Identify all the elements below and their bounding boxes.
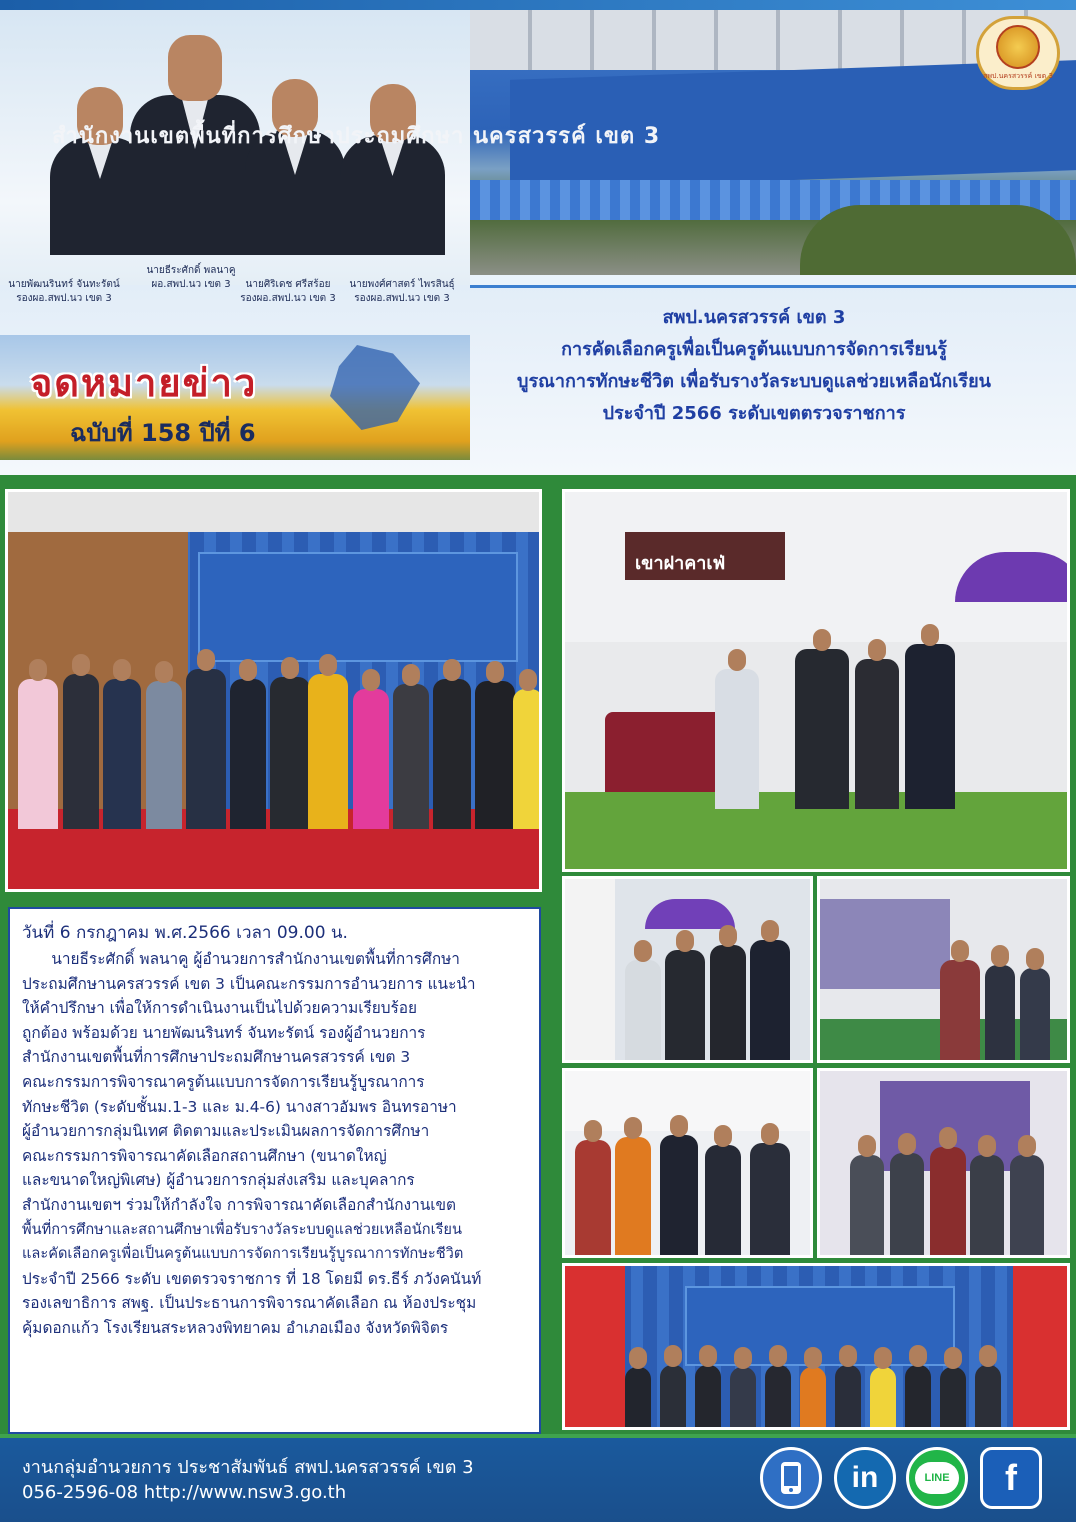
header-top-bar <box>0 0 1076 10</box>
article-line: คณะกรรมการพิจารณาครูต้นแบบการจัดการเรียนรู้บูรณาการ <box>22 1072 425 1091</box>
article-line: ประจำปี 2566 ระดับ เขตตรวจราชการ ที่ 18 โดยมี ดร.ธีร์ ภวังคนันท์ <box>22 1269 482 1288</box>
article-line: ประถมศึกษานครสวรรค์ เขต 3 เป็นคณะกรรมการอำนวยการ แนะนำ <box>22 974 476 993</box>
photo-visit-3 <box>562 1068 813 1258</box>
article-line: สำนักงานเขตฯ ร่วมให้กำลังใจ การพิจารณาคัดเลือกสำนักงานเขต <box>22 1195 457 1214</box>
building-sign: สำนักงานเขตพื้นที่การศึกษาประถมศึกษา นครสวรรค์ เขต 3 <box>52 124 661 149</box>
photo-stage-wide <box>562 1263 1070 1430</box>
article-line: ผู้อำนวยการกลุ่มนิเทศ ติดตามและประเมินผลการจัดการศึกษา <box>22 1122 430 1141</box>
person-2 <box>130 55 260 255</box>
headline-line: บูรณาการทักษะชีวิต เพื่อรับรางวัลระบบดูแลช่วยเหลือนักเรียน <box>517 371 991 392</box>
newsletter-title: จดหมายข่าว <box>30 360 258 405</box>
booth-sign: เขาฝาคาเฟ่ <box>635 553 726 574</box>
article-line: นายธีระศักดิ์ พลนาคู ผู้อำนวยการสำนักงานเขตพื้นที่การศึกษา <box>22 950 460 968</box>
footer-org: งานกลุ่มอำนวยการ ประชาสัมพันธ์ สพป.นครสวรรค์ เขต 3 <box>22 1457 474 1478</box>
line-icon[interactable]: LINE <box>906 1447 968 1509</box>
article-line: ทักษะชีวิต (ระดับชั้นม.1-3 และ ม.4-6) นางสาวอัมพร อินทรอาษา <box>22 1097 457 1116</box>
photo-visit-2 <box>817 876 1070 1063</box>
facebook-icon[interactable]: f <box>980 1447 1042 1509</box>
article-body <box>22 947 527 1341</box>
obec-logo <box>976 16 1060 90</box>
header <box>0 0 1076 475</box>
footer-contact[interactable]: 056-2596-08 http://www.nsw3.go.th <box>22 1482 347 1503</box>
photo-group-small <box>817 1068 1070 1258</box>
linkedin-icon[interactable]: in <box>834 1447 896 1509</box>
headline-line: ประจำปี 2566 ระดับเขตตรวจราชการ <box>602 403 906 424</box>
article-line: และคัดเลือกครูเพื่อเป็นครูต้นแบบการจัดการเรียนรู้บูรณาการทักษะชีวิต <box>22 1245 464 1263</box>
photo-booth <box>562 489 1070 872</box>
article-line: และขนาดใหญ่พิเศษ) ผู้อำนวยการกลุ่มส่งเสริม และบุคลากร <box>22 1171 415 1190</box>
person-name-4: นายพงศ์ศาสตร์ ไพรสินธุ์ รองผอ.สพป.นว เขต 3 <box>349 279 455 304</box>
article <box>8 907 541 1434</box>
logo-text: สพป.นครสวรรค์ เขต 3 <box>983 71 1053 80</box>
article-line: พื้นที่การศึกษาและสถานศึกษาเพื่อรับรางวัลระบบดูแลช่วยเหลือนักเรียน <box>22 1220 462 1238</box>
article-date: วันที่ 6 กรกฎาคม พ.ศ.2566 เวลา 09.00 น. <box>22 923 348 943</box>
emblem-icon <box>996 25 1040 69</box>
photo-visit-1 <box>562 876 813 1063</box>
article-line: รองเลขาธิการ สพฐ. เป็นประธานการพิจารณาคัดเลือก ณ ห้องประชุม <box>22 1294 477 1313</box>
headline-line: การคัดเลือกครูเพื่อเป็นครูต้นแบบการจัดการเรียนรู้ <box>561 339 947 360</box>
executive-names <box>0 248 470 310</box>
headline <box>474 302 1034 430</box>
headline-line: สพป.นครสวรรค์ เขต 3 <box>662 307 846 328</box>
article-line: คณะกรรมการพิจารณาคัดเลือกสถานศึกษา (ขนาดใหญ่ <box>22 1146 387 1165</box>
issue-number: ฉบับที่ 158 ปีที่ 6 <box>70 419 256 447</box>
person-name-2: นายธีระศักดิ์ พลนาคู ผอ.สพป.นว เขต 3 <box>146 265 236 290</box>
phone-icon[interactable] <box>760 1447 822 1509</box>
article-line: สำนักงานเขตพื้นที่การศึกษาประถมศึกษานครสวรรค์ เขต 3 <box>22 1048 411 1067</box>
article-line: คุ้มดอกแก้ว โรงเรียนสระหลวงพิทยาคม อำเภอเมือง จังหวัดพิจิตร <box>22 1318 449 1337</box>
photo-group-stage <box>5 489 542 892</box>
person-name-3: นายศิริเดช ศรีสร้อย รองผอ.สพป.นว เขต 3 <box>240 279 336 304</box>
person-name-1: นายพัฒนรินทร์ จันทะรัตน์ รองผอ.สพป.นว เขต 3 <box>8 279 120 304</box>
article-line: ถูกต้อง พร้อมด้วย นายพัฒนรินทร์ จันทะรัตน์ รองผู้อำนวยการ <box>22 1023 426 1042</box>
article-line: ให้คำปรึกษา เพื่อให้การดำเนินงานเป็นไปด้วยความเรียบร้อย <box>22 999 418 1018</box>
